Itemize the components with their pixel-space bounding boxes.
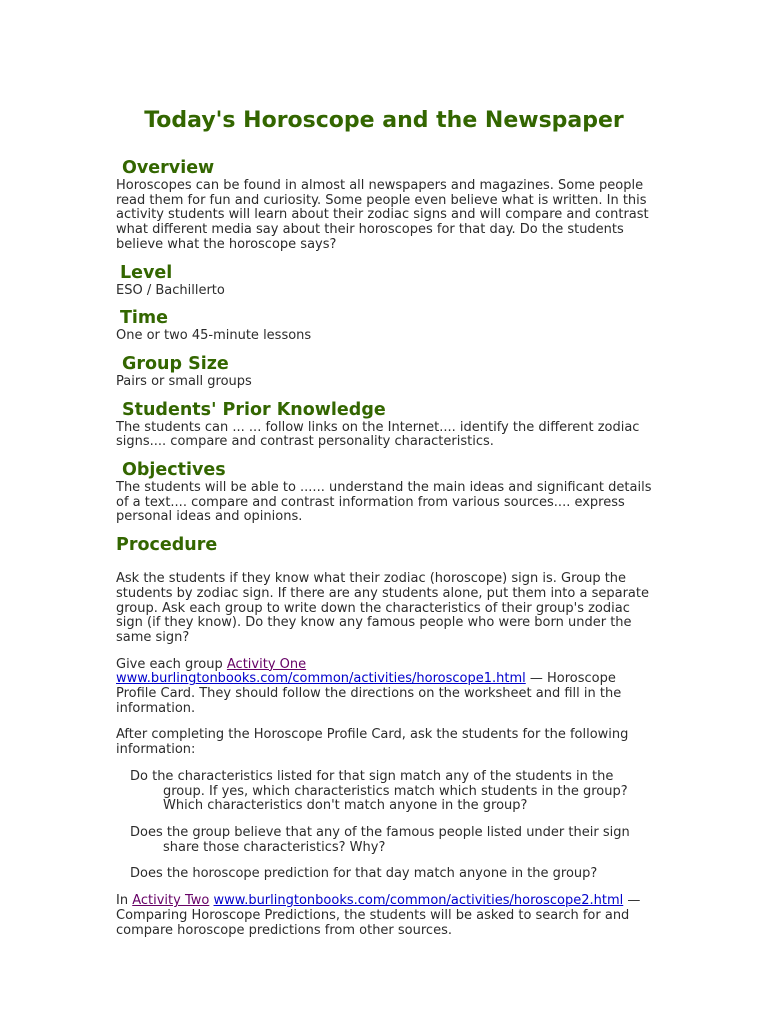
page-title: Today's Horoscope and the Newspaper xyxy=(144,108,624,133)
procedure-heading: Procedure xyxy=(116,535,218,556)
time-text: One or two 45-minute lessons xyxy=(116,328,312,344)
level-text: ESO / Bachillerto xyxy=(116,282,225,298)
p4-prefix: In xyxy=(116,893,133,909)
group-size-heading: Group Size xyxy=(122,353,229,374)
procedure-paragraph-2 xyxy=(116,658,656,717)
question-2: Does the group believe that any of the famous people listed under their sign share those characteristics? Why? xyxy=(130,824,630,855)
procedure-paragraph-4 xyxy=(116,894,656,938)
question-3: Does the horoscope prediction for that day match anyone in the group? xyxy=(130,866,598,882)
p2-suffix: — Horoscope Profile Card. They should follow the directions on the worksheet and fill in the information. xyxy=(116,671,622,716)
activity-two-url-link[interactable]: www.burlingtonbooks.com/common/activities/horoscope2.html xyxy=(213,893,624,909)
level-heading: Level xyxy=(120,262,173,283)
p2-prefix: Give each group xyxy=(116,656,227,672)
group-size-text: Pairs or small groups xyxy=(116,373,252,389)
prior-knowledge-heading: Students' Prior Knowledge xyxy=(122,399,386,420)
procedure-paragraph-3: After completing the Horoscope Profile Card, ask the students for the following information: xyxy=(116,727,629,758)
procedure-paragraph-1: Ask the students if they know what their zodiac (horoscope) sign is. Group the students by zodiac sign. If there are any students alone, put them into a separate group. Ask each group to write down the characteristics of their group's zodiac sign (if they know). Do they know any famous people who were born under the same sign? xyxy=(116,571,649,645)
overview-heading: Overview xyxy=(122,158,215,178)
activity-two-link[interactable]: Activity Two xyxy=(132,893,210,909)
objectives-heading: Objectives xyxy=(122,460,226,481)
p4-suffix: — Comparing Horoscope Predictions, the students will be asked to search for and compare horoscope predictions from other sources. xyxy=(116,893,641,938)
time-heading: Time xyxy=(120,308,169,329)
question-1: Do the characteristics listed for that sign match any of the students in the group. If yes, which characteristics match which students in the group? Which characteristics don't match anyone in the group? xyxy=(130,768,628,814)
prior-knowledge-text: The students can ... ... follow links on the Internet.... identify the different zodiac signs.... compare and contrast personality characteristics. xyxy=(116,419,640,450)
overview-text: Horoscopes can be found in almost all newspapers and magazines. Some people read them for fun and curiosity. Some people even believe what is written. In this activity students will learn about their zodiac signs and will compare and contrast what different media say about their horoscopes for that day. Do the students believe what the horoscope says? xyxy=(116,178,649,252)
document-content xyxy=(116,106,656,950)
activity-one-link[interactable]: Activity One xyxy=(226,656,307,672)
objectives-text: The students will be able to ...... understand the main ideas and significant details of a text.... compare and contrast information from various sources.... express personal ideas and opinions. xyxy=(116,480,652,525)
activity-one-url-link[interactable]: www.burlingtonbooks.com/common/activities/horoscope1.html xyxy=(116,671,526,687)
